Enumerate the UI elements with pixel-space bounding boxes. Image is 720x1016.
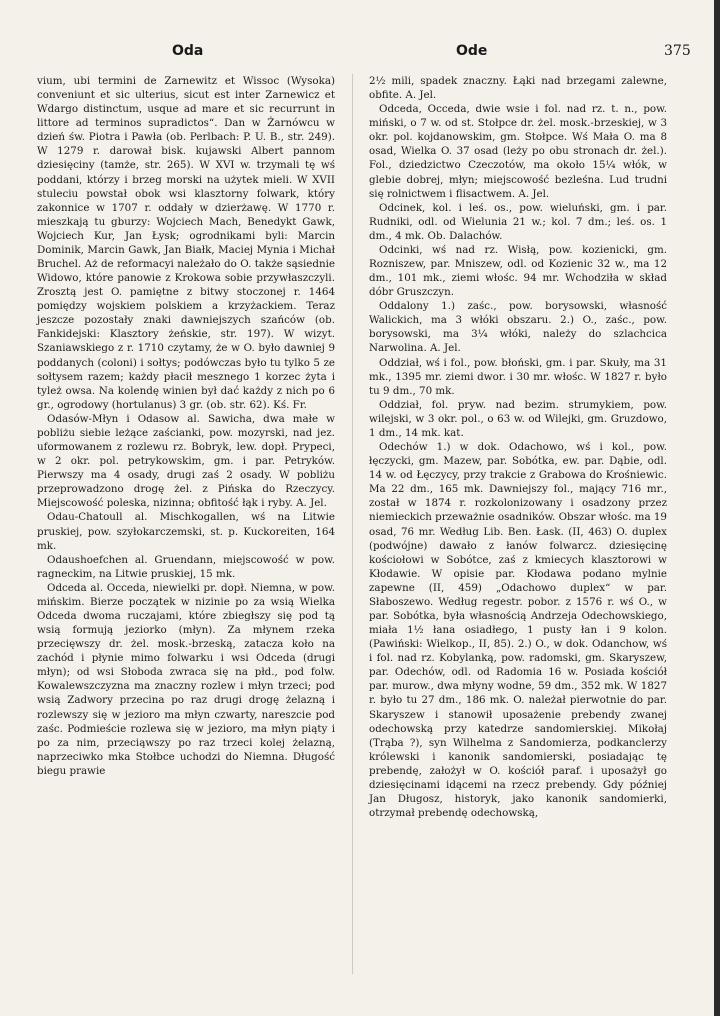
header-left-word: Oda bbox=[172, 43, 204, 59]
entry-oddalony: Oddalony 1.) zaśc., pow. borysowski, własność Walickich, ma 3 włóki obszaru. 2.) O., zaśc., pow. borysowski, ma 3¼ włóki, należy do szlachcica Narwolina. A. Jel. bbox=[369, 300, 667, 355]
page-number: 375 bbox=[664, 43, 691, 59]
column-divider bbox=[352, 74, 353, 974]
right-column bbox=[369, 74, 667, 820]
entry-odcinek: Odcinek, kol. i leś. os., pow. wieluński, gm. i par. Rudniki, odl. od Wielunia 21 w.; kol. 7 dm.; leś. os. 1 dm., 4 mk. Ob. Dalachów. bbox=[369, 201, 667, 242]
entry-odaushoefchen: Odaushoefchen al. Gruendann, miejscowość w pow. ragneckim, na Litwie pruskiej, 15 mk. bbox=[37, 553, 335, 580]
entry-odceda-village: Odceda, Occeda, dwie wsie i fol. nad rz. t. n., pow. miński, o 7 w. od st. Stołpce dr. żel. mosk.-brzeskiej, w 3 okr. pol. kojdanowskim, gm. Stołpce. Wś Mała O. ma 8 osad, Wielka O. 37 osad (leży po obu stronach dr. żel.). Fol., dziedzictwo Czeczotów, ma około 15¼ włók, w glebie dobrej, młyn; miejscowość bezleśna. Lud trudni się rolnictwem i flisactwem. A. Jel. bbox=[369, 103, 667, 200]
entry-odcinki: Odcinki, wś nad rz. Wisłą, pow. kozienicki, gm. Rozniszew, par. Mniszew, odl. od Kozienic 32 w., ma 12 dm., 101 mk., ziemi włośc. 94 mr. Wchodziła w skład dóbr Gruszczyn. bbox=[369, 243, 667, 299]
header-right-word: Ode bbox=[456, 43, 488, 59]
entry-oddzial-2: Oddział, fol. pryw. nad bezim. strumykiem, pow. wilejski, w 3 okr. pol., o 63 w. od Wilejki, gm. Gruzdowo, 1 dm., 14 mk. kat. bbox=[369, 398, 667, 439]
entry-odechow: Odechów 1.) w dok. Odachowo, wś i kol., pow. łęczycki, gm. Mazew, par. Sobótka, ew. par. Dąbie, odl. 14 w. od Łęczycy, przy trakcie z Grabowa do Krośniewic. Ma 22 dm., 165 mk. Dawniejszy fol., mający 716 mr., został w 1874 r. rozkolonizowany i osadzony przez niemieckich przeważnie osadników. Obszar włośc. ma 19 osad, 76 mr. Według Lib. Ben. Łask. (II, 463) O. duplex (podwójne) dawało z łanów folwarcz. dziesięcinę kościołowi w Sobótce, zaś z kmiecych klasztorowi w Kłodawie. W opisie par. Kłodawa podano mylnie zapewne (II, 459) „Odachowo duplex“ w par. Słaboszewo. Według regestr. pobor. z 1576 r. wś O., w par. Sobótka, była własnością Andrzeja Odechowskiego, miała 1½ łana osiadłego, 1 pusty łan i 9 kolon. (Pawiński: Wielkop., II, 85). 2.) O., w dok. Odanchow, wś i fol. nad rz. Kobylanką, pow. radomski, gm. Skaryszew, par. Odechów, odl. od Radomia 16 w. Posiada kościół par. murow., dwa młyny wodne, 59 dm., 352 mk. W 1827 r. było tu 27 dm., 186 mk. O. należał pierwotnie do par. Skaryszew i stanowił uposażenie prebendy zwanej odechowską przy katedrze sandomierskiej. Mikołaj (Trąba ?), syn Wilhelma z Sandomierza, podkanclerzy królewski i kanonik sandomierski, posiadając tę prebendę, założył w O. kościół paraf. i uposażył go dziesięcinami idącemi na rzecz prebendy. Gdy później Jan Długosz, historyk, jako kanonik sandomierki, otrzymał prebendę odechowską, bbox=[369, 441, 667, 820]
entry-oddzial-1: Oddział, wś i fol., pow. błoński, gm. i par. Skuły, ma 31 mk., 1395 mr. ziemi dwor. i 30 mr. włośc. W 1827 r. było tu 9 dm., 70 mk. bbox=[369, 356, 667, 397]
entry-odasow-mlyn: Odasów-Młyn i Odasow al. Sawicha, dwa małe w pobliżu siebie leżące zaścianki, pow. mozyrski, nad jez. uformowanem z rozlewu rz. Bobryk, lew. dopł. Prypeci, w 2 okr. pol. petrykowskim, gm. i par. Petryków. Pierwszy ma 4 osady, drugi zaś 2 osady. W pobliżu przeprowadzono drogę żel. z Pińska do Rzeczycy. Miejscowość poleska, nizinna; obfitość łąk i ryby. A. Jel. bbox=[37, 412, 335, 510]
page-edge-border bbox=[714, 0, 720, 1016]
entry-odceda-river: Odceda al. Occeda, niewielki pr. dopł. Niemna, w pow. mińskim. Bierze początek w nizinie po za wsią Wielka Odceda dwoma ruczajami, które zbiegłszy się pod tą wsią formują jeziorko (młyn). Za młynem rzeka przecięwszy dr. żel. mosk.-brzeską, zatacza koło na zachód i płynie mimo folwarku i wsi Odceda (drugi młyn); od wsi Słoboda zwraca się na płd., pod folw. Kowalewszczyzna ma znaczny rozlew i młyn trzeci; pod wsią Zadwory przecina po raz drugi drogę żelazną i rozlewszy się w jezioro ma młyn czwarty, nareszcie pod zaśc. Podmieście rozlewa się w jezioro, ma młyn piąty i po za nim, przeciąwszy po raz trzeci kolej żelazną, naprzeciwko mka Stołbce uchodzi do Niemna. Długość biegu prawie bbox=[37, 581, 335, 777]
left-column bbox=[37, 74, 335, 778]
left-paragraph: vium, ubi termini de Zarnewitz et Wissoc (Wysoka) conveniunt et sic ulterius, sicut est inter Zarnewicz et Wdargo distinctum, usque ad mare et sic recurrunt in littore ad terminos supradictos“. Dan w Żarnówcu w dzień św. Piotra i Pawła (ob. Perlbach: P. U. B., str. 249). W 1279 r. darował bisk. kujawski Albert pannom dziesięciny (tamże, str. 265). W XVI w. trzymali tę wś poddani, którzy i brzeg morski na użytek mieli. W XVII stuleciu powstał obok wsi klasztorny folwark, który zakonnice w 1707 r. oddały w dzierżawę. W 1770 r. mieszkają tu gburzy: Wojciech Mach, Benedykt Gawk, Wojciech Kur, Jan Łysk; ogrodnikami byli: Marcin Dominik, Marcin Gawk, Jan Białk, Maciej Mynia i Michał Bruchel. Aż de reformacyi należało do O. także sąsiednie Widowo, które panowie z Krokowa sobie przywłaszczyli. Zrosztą jest O. pamiętne z bitwy stoczonej r. 1464 pomiędzy wojskiem polskiem a krzyżackiem. Teraz jeszcze pozostały znaki dawniejszych szańców (ob. Fankidejski: Klasztory żeńskie, str. 197). W wizyt. Szaniawskiego z r. 1710 czytamy, że w O. było dawniej 9 poddanych (coloni) i sołtys; podówczas było tu tylko 5 ze sołtysem razem; każdy płacił mesznego 1 korzec żyta i tyleż owsa. Na kolendę winien był dać każdy z nich po 6 gr., ogrodowy (hortulanus) 3 gr. (ob. str. 62). Kś. Fr. bbox=[37, 75, 335, 411]
running-header bbox=[0, 43, 720, 63]
entry-odau-chatoull: Odau-Chatoull al. Mischkogallen, wś na Litwie pruskiej, pow. szyłokarczemski, st. p. Kuckoreiten, 164 mk. bbox=[37, 511, 335, 552]
right-paragraph: 2½ mili, spadek znaczny. Łąki nad brzegami zalewne, obfite. A. Jel. bbox=[369, 75, 667, 102]
